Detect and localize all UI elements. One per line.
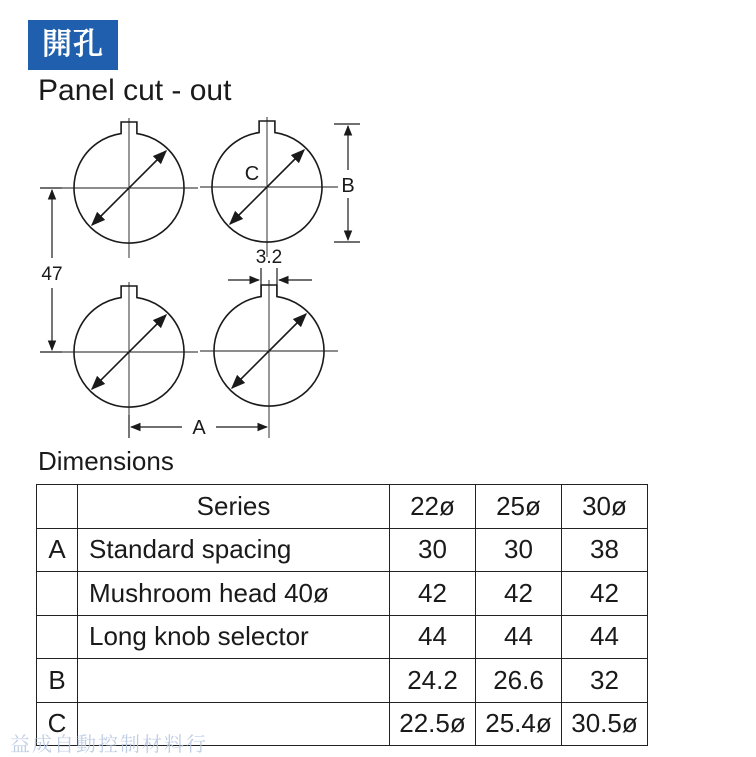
dimension-3-2-label: 3.2 — [255, 247, 283, 268]
table-row — [37, 528, 648, 572]
table-cell: 44 — [476, 615, 562, 659]
table-cell: 44 — [390, 615, 476, 659]
table-cell: 38 — [562, 528, 648, 572]
table-cell: 26.6 — [476, 659, 562, 703]
table-cell: 30 — [476, 528, 562, 572]
table-cell: 22.5ø — [390, 702, 476, 746]
table-cell: 44 — [562, 615, 648, 659]
section-badge: 開孔 — [28, 20, 118, 70]
dimension-b-label: B — [341, 175, 355, 197]
row-letter — [37, 615, 78, 659]
table-header-row — [37, 485, 648, 529]
cutout-hole-bottom-right — [200, 280, 338, 438]
row-letter — [37, 572, 78, 616]
cutout-hole-bottom-left — [60, 282, 198, 422]
column-header-series: Series — [78, 485, 390, 529]
table-cell: 42 — [476, 572, 562, 616]
column-header-25: 25ø — [476, 485, 562, 529]
dimensions-table — [36, 484, 648, 746]
table-cell: 25.4ø — [476, 702, 562, 746]
cutout-hole-top-left — [60, 118, 198, 258]
column-header-22: 22ø — [390, 485, 476, 529]
dimensions-heading: Dimensions — [38, 446, 174, 476]
table-cell: 42 — [390, 572, 476, 616]
row-letter: C — [37, 702, 78, 746]
dimension-a-label: A — [192, 417, 206, 439]
table-cell: 24.2 — [390, 659, 476, 703]
page-title: Panel cut - out — [38, 74, 232, 107]
table-cell — [37, 485, 78, 529]
row-letter: A — [37, 528, 78, 572]
row-label — [78, 659, 390, 703]
watermark: 益成自動控制材料行 — [10, 732, 208, 756]
cutout-hole-top-right — [200, 117, 338, 257]
row-letter: B — [37, 659, 78, 703]
table-cell: 42 — [562, 572, 648, 616]
table-row — [37, 572, 648, 616]
table-cell: 30.5ø — [562, 702, 648, 746]
row-label: Mushroom head 40ø — [78, 572, 390, 616]
column-header-30: 30ø — [562, 485, 648, 529]
dimension-47-label: 47 — [41, 264, 63, 285]
table-cell: 32 — [562, 659, 648, 703]
row-label: Standard spacing — [78, 528, 390, 572]
table-row — [37, 615, 648, 659]
dimension-3-2 — [228, 268, 312, 296]
dimension-c-label: C — [244, 163, 260, 185]
table-row — [37, 659, 648, 703]
table-cell: 30 — [390, 528, 476, 572]
row-label: Long knob selector — [78, 615, 390, 659]
